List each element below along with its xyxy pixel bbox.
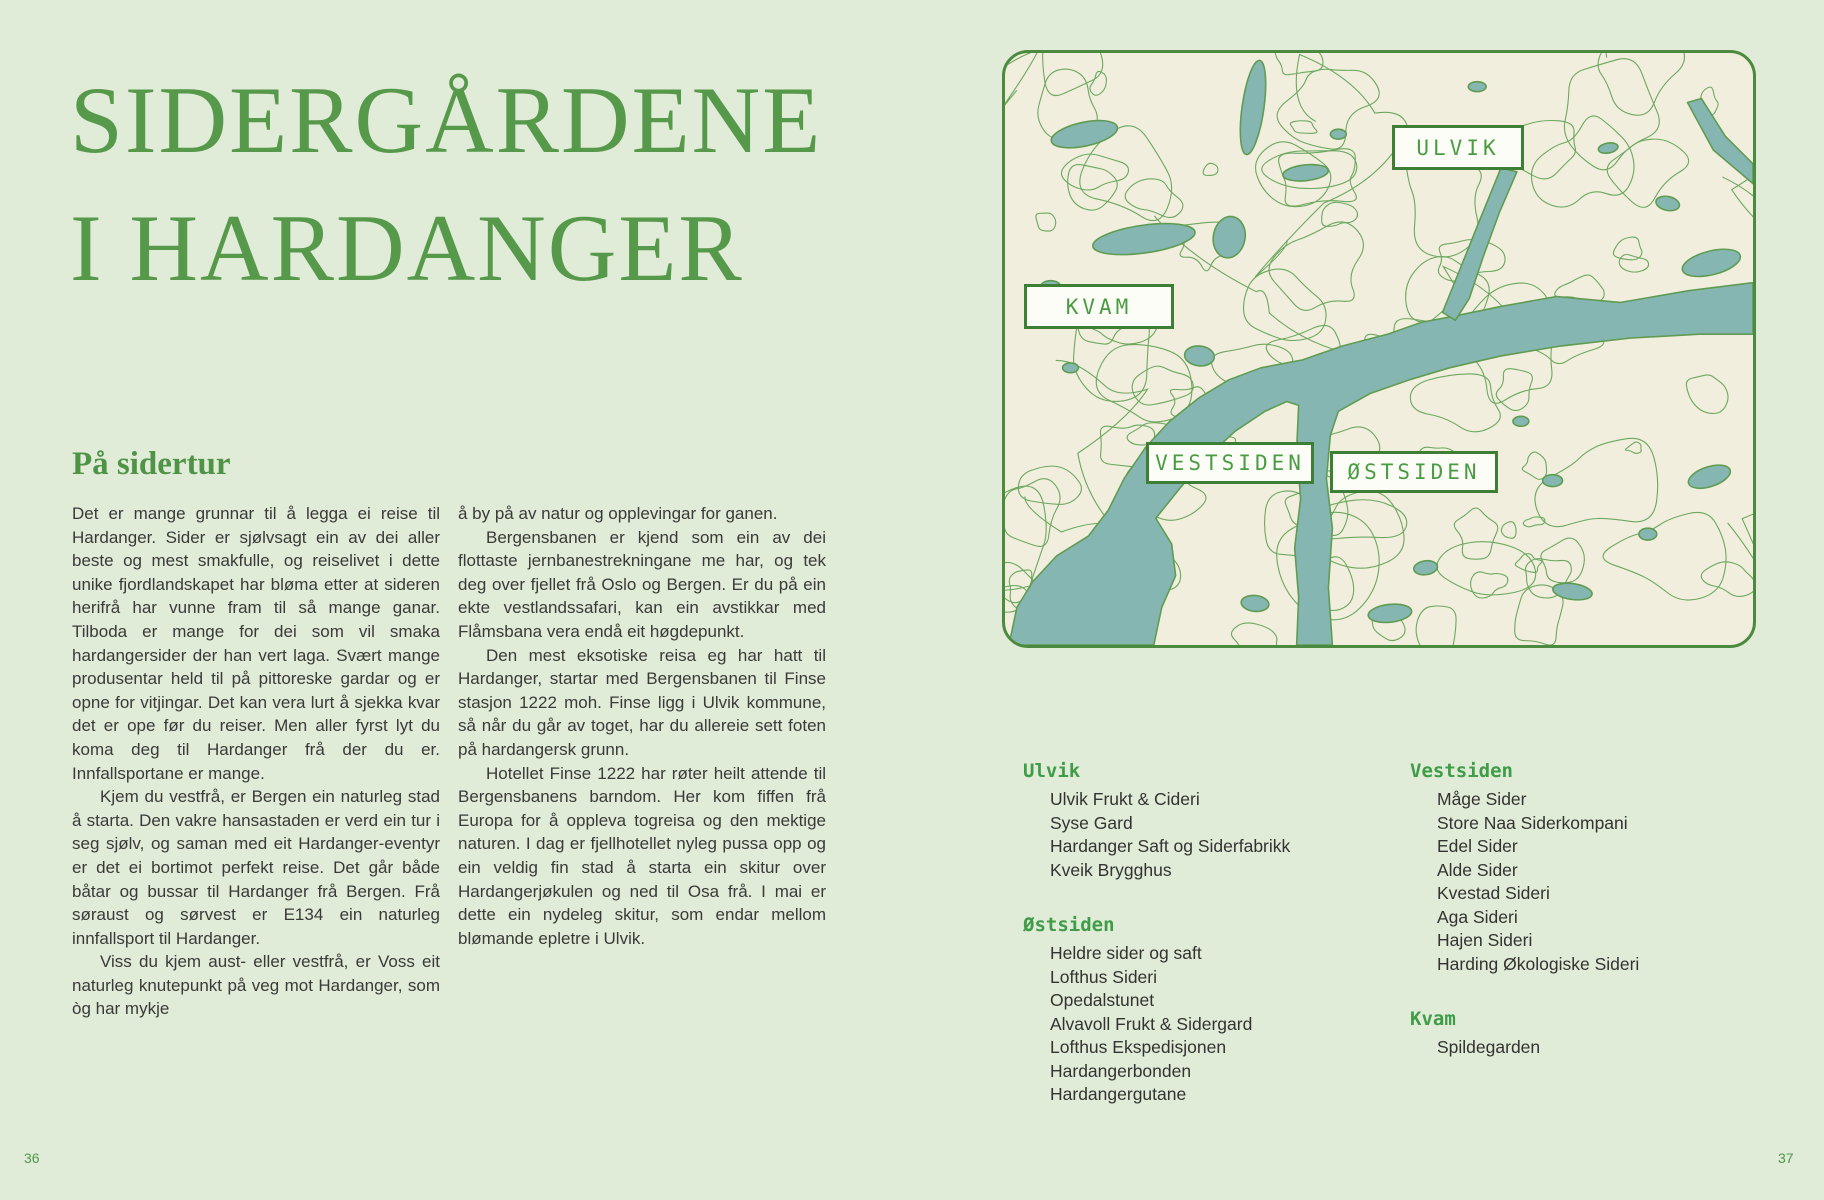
paragraph: Hotellet Finse 1222 har røter heilt attende til Bergensbanens barndom. Her kom fiffen frå Europa for å oppleva togreisa og den mektige naturen. I dag er fjellhotellet nyleg pussa opp og ein veldig fin stad å starta ein skitur over Hardangerjøkulen og ned til Osa frå. I mai er dette ein nydeleg skitur, som endar mellom blømande epletre i Ulvik.: [458, 763, 826, 948]
map-label-ostsiden: ØSTSIDEN: [1330, 451, 1498, 493]
body-text-column-1: [72, 502, 440, 1021]
page-number-left: 36: [24, 1150, 40, 1166]
producer-name: Hardanger Saft og Siderfabrikk: [1050, 836, 1291, 856]
producer-group: [1023, 758, 1393, 882]
page-number-right: 37: [1778, 1150, 1794, 1166]
producer-name: Aga Sideri: [1437, 906, 1518, 927]
fjord-arm-ulvik: [1442, 168, 1516, 320]
water-shapes: [1009, 59, 1753, 645]
producer-name: Hardangerbonden: [1050, 1060, 1192, 1081]
paragraph: å by på av natur og opplevingar for ganen.: [458, 504, 778, 523]
page-title-line2: I HARDANGER: [70, 195, 744, 301]
producer-name: Spildegarden: [1437, 1037, 1541, 1057]
body-text-column-2: [458, 502, 826, 950]
paragraph: Kjem du vestfrå, er Bergen ein naturleg stad å starta. Den vakre hansastaden er verd ein tur i seg sjølv, og saman med eit Hardanger-eventyr er det ei bortimot perfekt reise. Det går både båtar og bussar til Hardanger frå Bergen. Frå søraust og sørvest er E134 ein naturleg innfallsport til Hardanger.: [72, 787, 440, 948]
page-title-line1: SIDERGÅRDENE: [70, 67, 823, 173]
producer-name: Lofthus Sideri: [1050, 966, 1158, 987]
producer-name: Opedalstunet: [1050, 990, 1155, 1010]
hardanger-map: [1002, 50, 1756, 648]
page-title: [70, 56, 870, 312]
producer-group: [1023, 912, 1393, 1107]
paragraph: Viss du kjem aust- eller vestfrå, er Voss eit naturleg knutepunkt på veg mot Hardanger, som òg har mykje: [72, 952, 440, 1019]
region-heading: Vestsiden: [1410, 760, 1513, 782]
producer-items: [1410, 788, 1800, 976]
producer-name: Hardangergutane: [1050, 1084, 1187, 1104]
producer-items: [1023, 788, 1393, 882]
paragraph: Den mest eksotiske reisa eg har hatt til Hardanger, startar med Bergensbanen til Finse stasjon 1222 moh. Finse ligg i Ulvik kommune, så når du går av toget, har du allereie sett foten på hardangersk grunn.: [458, 645, 826, 759]
producer-name: Syse Gard: [1050, 812, 1133, 833]
fjord-arm-corner: [1688, 99, 1753, 184]
producer-name: Kveik Brygghus: [1050, 859, 1172, 880]
producer-items: [1410, 1036, 1800, 1060]
map-label-vestsiden: VESTSIDEN: [1146, 442, 1314, 484]
producer-name: Alvavoll Frukt & Sidergard: [1050, 1013, 1253, 1034]
producer-name: Store Naa Siderkompani: [1437, 812, 1628, 833]
producer-name: Ulvik Frukt & Cideri: [1050, 789, 1200, 809]
producer-name: Kvestad Sideri: [1437, 883, 1550, 903]
paragraph: Bergensbanen er kjend som ein av dei flottaste jernbanestrekningane me har, og tek deg over fjellet frå Oslo og Bergen. Er du på ein ekte vestlandssafari, kan ein avstikkar med Flåmsbana vera endå eit høgdepunkt.: [458, 527, 826, 641]
map-label-ulvik: ULVIK: [1392, 125, 1524, 170]
producer-name: Harding Økologiske Sideri: [1437, 953, 1640, 974]
paragraph: Det er mange grunnar til å legga ei reise til Hardanger. Sider er sjølvsagt ein av dei aller beste og mest smakfulle, og reiselivet i dette unike fjordlandskapet har bløma etter at sideren herifrå har vunne fram til så mange ganar. Tilboda er mange for dei som vil smaka hardangersider der han vert laga. Svært mange produsentar held til på pittoreske gardar og er opne for vitjingar. Det kan vera lurt å sjekka kvar det er ope før du reiser. Men aller fyrst lyt du koma deg til Hardanger frå der du er. Innfallsportane er mange.: [72, 504, 440, 783]
region-heading: Ulvik: [1023, 760, 1081, 782]
producer-name: Edel Sider: [1437, 836, 1518, 856]
section-heading: På sidertur: [72, 446, 231, 482]
producer-name: Heldre sider og saft: [1050, 943, 1202, 963]
producer-group: [1410, 758, 1800, 976]
map-terrain: [1005, 53, 1753, 645]
producer-list-column-2: [1410, 758, 1800, 1090]
producer-list-column-1: [1023, 758, 1393, 1137]
region-heading: Kvam: [1410, 1008, 1456, 1030]
producer-name: Lofthus Ekspedisjonen: [1050, 1037, 1227, 1057]
producer-group: [1410, 1006, 1800, 1060]
map-label-kvam: KVAM: [1024, 284, 1174, 329]
producer-name: Hajen Sideri: [1437, 930, 1533, 950]
producer-items: [1023, 942, 1393, 1107]
producer-name: Alde Sider: [1437, 859, 1518, 880]
producer-name: Måge Sider: [1437, 789, 1527, 809]
region-heading: Østsiden: [1023, 914, 1115, 936]
